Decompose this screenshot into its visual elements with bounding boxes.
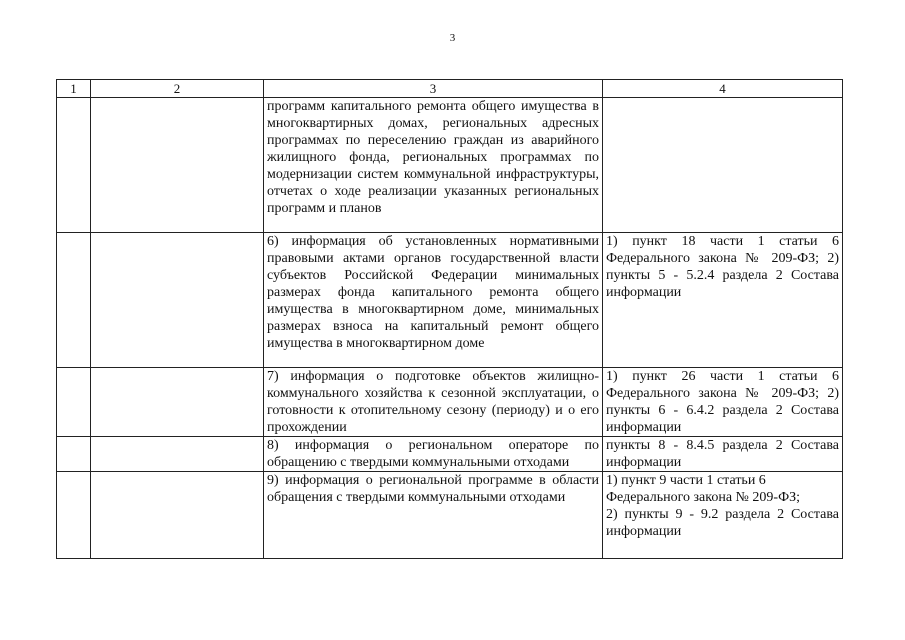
source-cell [603, 368, 843, 437]
source-text: 1) пункт 26 части 1 статьи 6 Федерального закона № 209-ФЗ; 2) пункты 6 - 6.4.2 раздела 2 Состава информации [606, 369, 839, 435]
table-row [57, 437, 843, 472]
row-number-cell [57, 437, 91, 472]
header-cell-1: 1 [57, 80, 91, 98]
header-cell-2: 2 [91, 80, 264, 98]
table-row [57, 368, 843, 437]
category-cell [91, 98, 264, 233]
information-cell [264, 472, 603, 559]
source-cell [603, 437, 843, 472]
information-text: 7) информация о подготовке объектов жилищно-коммунального хозяйства к сезонной эксплуатации, о готовности к отопительному сезону (периоду) и о его прохождении [267, 369, 599, 435]
page-number: 3 [449, 32, 456, 44]
table-row [57, 233, 843, 368]
information-text: 6) информация об установленных нормативными правовыми актами органов государственной власти субъектов Российской Федерации минимальных размерах фонда капитального ремонта общего имущества в многоквартирном доме, минимальных размерах взноса на капитальный ремонт общего имущества в многоквартирном доме [267, 234, 599, 351]
source-cell [603, 472, 843, 559]
table-header-row [57, 80, 843, 98]
source-text: пункты 8 - 8.4.5 раздела 2 Состава информации [606, 438, 839, 470]
category-cell [91, 472, 264, 559]
information-table [56, 79, 843, 559]
source-cell [603, 233, 843, 368]
information-cell [264, 368, 603, 437]
information-text: программ капитального ремонта общего имущества в многоквартирных домах, региональных адресных программах по переселению граждан из аварийного жилищного фонда, региональных программах по модернизации систем коммунальной инфраструктуры, отчетах о ходе реализации указанных региональных программ и планов [267, 99, 599, 216]
category-cell [91, 233, 264, 368]
source-text: 2) пункты 9 - 9.2 раздела 2 Состава информации [606, 507, 839, 539]
source-cell [603, 98, 843, 233]
source-text: 1) пункт 18 части 1 статьи 6 Федерального закона № 209-ФЗ; 2) пункты 5 - 5.2.4 раздела 2 Состава информации [606, 234, 839, 300]
information-cell [264, 98, 603, 233]
information-cell [264, 437, 603, 472]
row-number-cell [57, 98, 91, 233]
row-number-cell [57, 233, 91, 368]
row-number-cell [57, 368, 91, 437]
information-cell [264, 233, 603, 368]
header-cell-3: 3 [264, 80, 603, 98]
source-text-line: Федерального закона № 209-ФЗ; [606, 490, 801, 505]
source-text-line: 1) пункт 9 части 1 статьи 6 [606, 473, 766, 488]
row-number-cell [57, 472, 91, 559]
category-cell [91, 368, 264, 437]
table-row [57, 98, 843, 233]
category-cell [91, 437, 264, 472]
table-row [57, 472, 843, 559]
information-text: 9) информация о региональной программе в области обращения с твердыми коммунальными отходами [267, 473, 599, 505]
information-text: 8) информация о региональном операторе по обращению с твердыми коммунальными отходами [267, 438, 599, 470]
header-cell-4: 4 [603, 80, 843, 98]
